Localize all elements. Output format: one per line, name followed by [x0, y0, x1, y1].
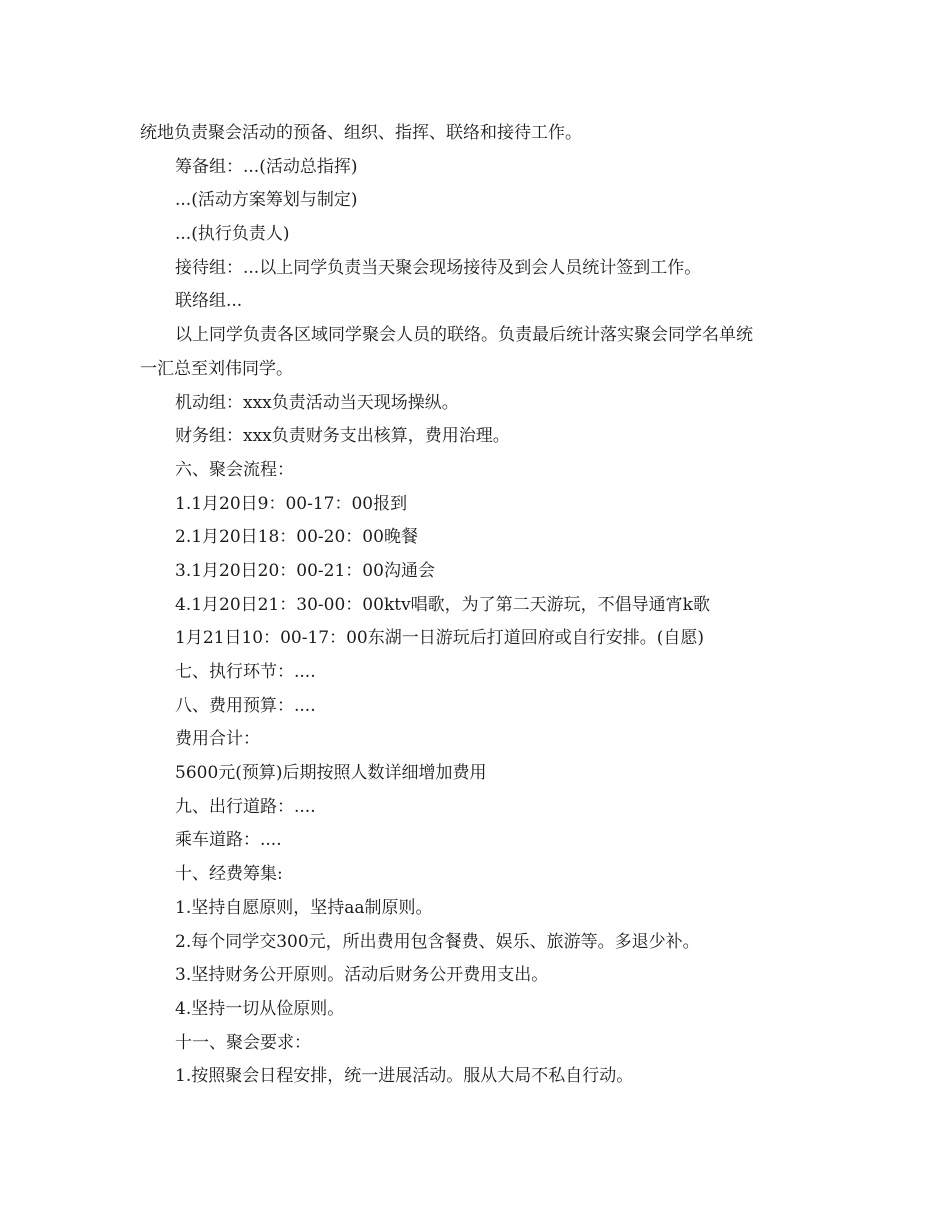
section-heading: 十一、聚会要求： — [175, 1032, 311, 1053]
list-item: 2.1月20日18：00-20：00晚餐 — [175, 527, 418, 548]
section-heading: 九、出行道路：.... — [175, 796, 316, 817]
list-item: 1.按照聚会日程安排，统一进展活动。服从大局不私自行动。 — [175, 1066, 634, 1087]
list-item: 1月21日10：00-17：00东湖一日游玩后打道回府或自行安排。(自愿) — [175, 628, 704, 649]
text-line: 一汇总至刘伟同学。 — [140, 358, 293, 379]
list-item: 1.坚持自愿原则，坚持aa制原则。 — [175, 897, 433, 918]
text-line: 统地负责聚会活动的预备、组织、指挥、联络和接待工作。 — [140, 123, 582, 143]
text-line: 乘车道路：.... — [175, 830, 282, 851]
list-item: 1.1月20日9：00-17：00报到 — [175, 493, 408, 514]
text-line: 财务组：xxx负责财务支出核算，费用治理。 — [175, 426, 510, 447]
section-heading: 六、聚会流程： — [175, 459, 294, 480]
list-item: 3.坚持财务公开原则。活动后财务公开费用支出。 — [175, 965, 549, 986]
text-line: ...(活动方案筹划与制定) — [175, 190, 358, 211]
list-item: 4.坚持一切从俭原则。 — [175, 998, 345, 1019]
document-body — [140, 117, 820, 1094]
text-line: ...(执行负责人) — [175, 224, 290, 245]
text-line: 以上同学负责各区域同学聚会人员的联络。负责最后统计落实聚会同学名单统 — [175, 325, 753, 346]
text-line: 联络组... — [175, 291, 243, 312]
list-item: 4.1月20日21：30-00：00ktv唱歌，为了第二天游玩，不倡导通宵k歌 — [175, 594, 710, 615]
list-item: 3.1月20日20：00-21：00沟通会 — [175, 560, 435, 581]
section-heading: 八、费用预算：.... — [175, 695, 316, 716]
text-line: 筹备组：...(活动总指挥) — [175, 156, 358, 177]
text-line: 费用合计： — [175, 729, 260, 750]
text-line: 接待组：...以上同学负责当天聚会现场接待及到会人员统计签到工作。 — [175, 257, 702, 278]
text-line: 5600元(预算)后期按照人数详细增加费用 — [175, 763, 487, 784]
list-item: 2.每个同学交300元，所出费用包含餐费、娱乐、旅游等。多退少补。 — [175, 931, 700, 952]
text-line: 机动组：xxx负责活动当天现场操纵。 — [175, 392, 459, 413]
section-heading: 七、执行环节：.... — [175, 662, 316, 682]
section-heading: 十、经费筹集: — [175, 864, 283, 885]
